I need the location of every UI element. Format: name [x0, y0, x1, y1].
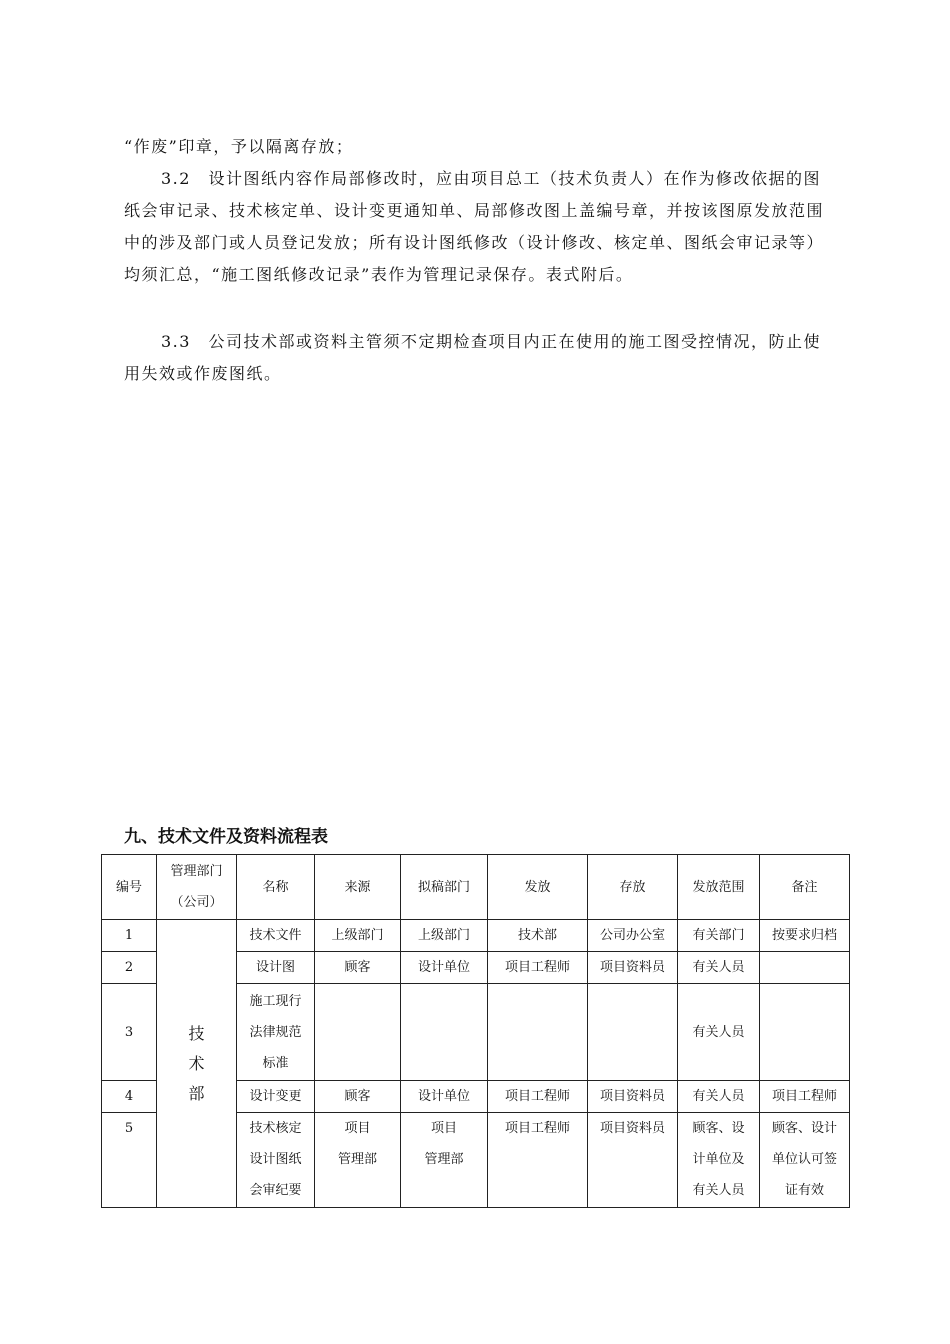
cell-draft: 上级部门 — [401, 920, 488, 952]
cell-source — [315, 984, 401, 1081]
header-dept-line1: 管理部门 — [170, 864, 223, 879]
cell-no: 2 — [102, 952, 157, 984]
cell-dept-merged — [157, 920, 237, 1208]
cell-scope-line: 计单位及 — [692, 1152, 745, 1167]
cell-remark — [760, 984, 850, 1081]
header-draft: 拟稿部门 — [401, 855, 488, 920]
cell-issue — [488, 984, 588, 1081]
cell-name — [237, 1113, 315, 1208]
cell-draft-line: 项目 — [430, 1121, 457, 1136]
cell-scope: 有关人员 — [678, 1081, 760, 1113]
header-no: 编号 — [102, 855, 157, 920]
cell-remark-line: 单位认可签 — [771, 1152, 837, 1167]
cell-scope-line: 有关人员 — [692, 1183, 745, 1198]
cell-storage: 项目资料员 — [588, 952, 678, 984]
cell-name — [237, 984, 315, 1081]
cell-storage: 项目资料员 — [588, 1113, 678, 1208]
table-row — [102, 920, 850, 952]
cell-storage: 公司办公室 — [588, 920, 678, 952]
cell-storage — [588, 984, 678, 1081]
cell-scope-line: 顾客、设 — [692, 1121, 745, 1136]
cell-name-line: 会审纪要 — [249, 1183, 302, 1198]
header-source: 来源 — [315, 855, 401, 920]
cell-name-line: 施工现行 — [249, 993, 302, 1009]
dept-char: 术 — [188, 1053, 205, 1073]
cell-name-line: 技术核定 — [249, 1121, 302, 1136]
cell-no: 5 — [102, 1113, 157, 1208]
cell-remark — [760, 952, 850, 984]
cell-name-line: 法律规范 — [249, 1024, 302, 1040]
document-flow-table — [101, 854, 850, 1208]
cell-name-line: 标准 — [262, 1055, 289, 1071]
cell-issue: 项目工程师 — [488, 1081, 588, 1113]
cell-no: 3 — [102, 984, 157, 1081]
cell-source: 顾客 — [315, 1081, 401, 1113]
cell-scope: 有关人员 — [678, 984, 760, 1081]
cell-no: 1 — [102, 920, 157, 952]
header-remark: 备注 — [760, 855, 850, 920]
cell-name: 设计图 — [237, 952, 315, 984]
dept-char: 技 — [188, 1023, 205, 1043]
cell-name: 设计变更 — [237, 1081, 315, 1113]
cell-storage: 项目资料员 — [588, 1081, 678, 1113]
cell-draft-line: 管理部 — [424, 1152, 464, 1167]
cell-remark-line: 证有效 — [784, 1183, 824, 1198]
table-header-row — [102, 855, 850, 920]
cell-remark: 按要求归档 — [760, 920, 850, 952]
cell-draft: 设计单位 — [401, 1081, 488, 1113]
header-dept — [157, 855, 237, 920]
cell-remark-line: 顾客、设计 — [771, 1121, 837, 1136]
cell-draft — [401, 984, 488, 1081]
dept-char: 部 — [188, 1083, 205, 1103]
cell-remark: 项目工程师 — [760, 1081, 850, 1113]
cell-scope: 有关人员 — [678, 952, 760, 984]
header-dept-line2: （公司） — [170, 895, 223, 910]
header-storage: 存放 — [588, 855, 678, 920]
header-scope: 发放范围 — [678, 855, 760, 920]
cell-source: 上级部门 — [315, 920, 401, 952]
cell-issue: 项目工程师 — [488, 952, 588, 984]
cell-draft — [401, 1113, 488, 1208]
cell-name-line: 设计图纸 — [249, 1152, 302, 1167]
paragraph-3-3-inspection: 3.3 公司技术部或资料主管须不定期检查项目内正在使用的施工图受控情况，防止使用失效或作废图纸。 — [124, 332, 821, 383]
cell-remark — [760, 1113, 850, 1208]
header-name: 名称 — [237, 855, 315, 920]
paragraph-void-stamp: “作废”印章，予以隔离存放； — [124, 137, 354, 156]
cell-issue: 项目工程师 — [488, 1113, 588, 1208]
cell-source — [315, 1113, 401, 1208]
cell-scope — [678, 1113, 760, 1208]
cell-draft: 设计单位 — [401, 952, 488, 984]
cell-source-line: 项目 — [344, 1121, 371, 1136]
cell-source: 顾客 — [315, 952, 401, 984]
section-title: 九、技术文件及资料流程表 — [124, 827, 328, 847]
header-issue: 发放 — [488, 855, 588, 920]
cell-scope: 有关部门 — [678, 920, 760, 952]
cell-name: 技术文件 — [237, 920, 315, 952]
cell-source-line: 管理部 — [337, 1152, 377, 1167]
cell-issue: 技术部 — [488, 920, 588, 952]
paragraph-3-2-drawing-modification: 3.2 设计图纸内容作局部修改时，应由项目总工（技术负责人）在作为修改依据的图纸会审记录、技术核定单、设计变更通知单、局部修改图上盖编号章，并按该图原发放范围中的涉及部门或人员登记发放；所有设计图纸修改（设计修改、核定单、图纸会审记录等）均须汇总，“施工图纸修改记录”表作为管理记录保存。表式附后。 — [124, 169, 825, 284]
cell-no: 4 — [102, 1081, 157, 1113]
